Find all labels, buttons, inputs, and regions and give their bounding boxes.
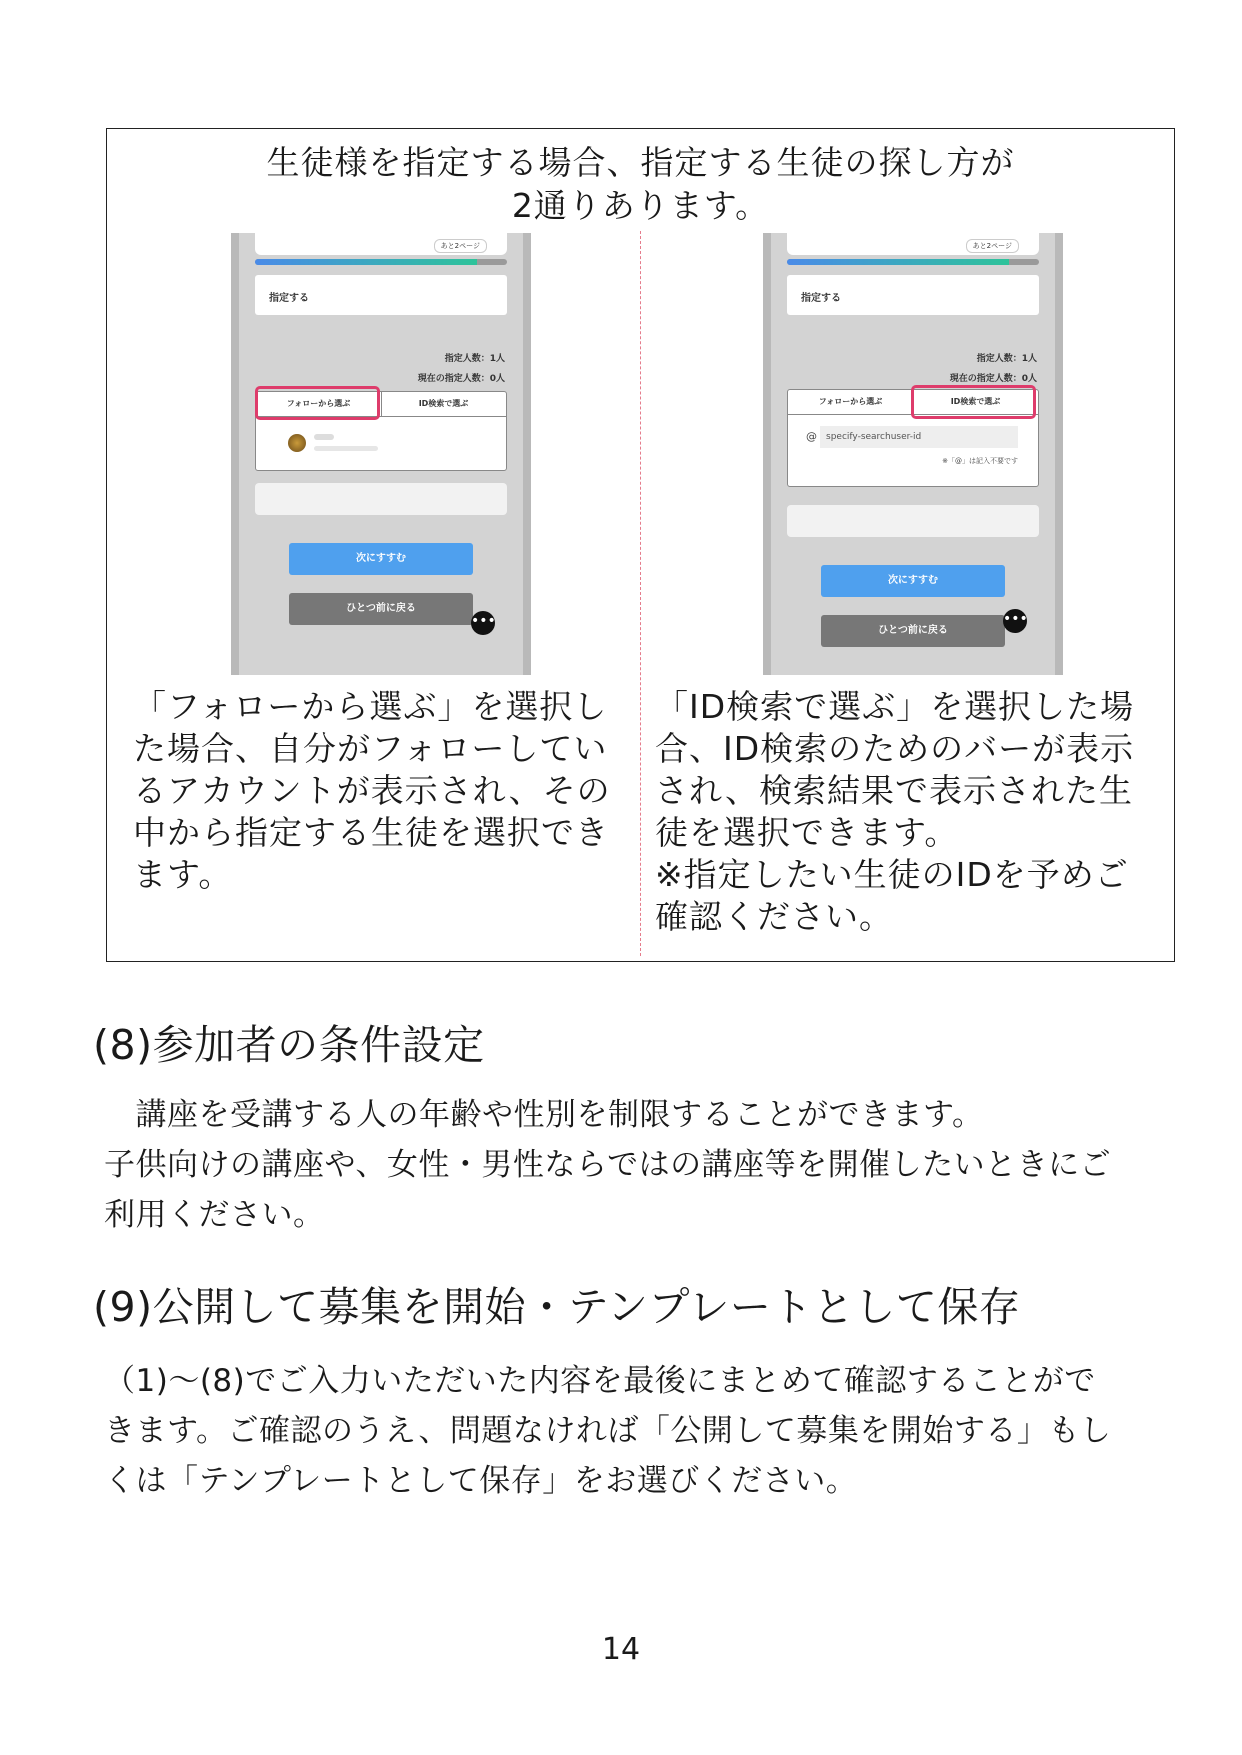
- left-desc-line: るアカウントが表示され、その: [133, 771, 611, 810]
- menu-dots-icon[interactable]: •••: [471, 611, 495, 635]
- next-button[interactable]: 次にすすむ: [821, 565, 1005, 597]
- screenshot-follow: [231, 233, 531, 675]
- menu-dots-icon[interactable]: •••: [1003, 609, 1027, 633]
- section-9-line: きます。ご確認のうえ、問題なければ「公開して募集を開始する」もし: [104, 1413, 1112, 1449]
- section-9-heading: (9)公開して募集を開始・テンプレートとして保存: [93, 1283, 1021, 1331]
- screen-bg: [239, 233, 523, 675]
- left-desc-line: た場合、自分がフォローしてい: [133, 729, 608, 768]
- right-desc-line: 確認ください。: [655, 897, 893, 936]
- follower-id-blur: [314, 446, 378, 451]
- screen-bg: [771, 233, 1055, 675]
- right-desc-line: 徒を選択できます。: [655, 813, 959, 852]
- tab-id-search[interactable]: ID検索で選ぶ: [913, 390, 1038, 415]
- designated-count: 指定人数：1人: [444, 354, 505, 364]
- designate-card-title: 指定する: [269, 293, 309, 304]
- progress-fill: [787, 259, 1009, 265]
- section-9-body: [104, 1356, 1184, 1506]
- left-description: [133, 686, 638, 896]
- left-desc-line: 「フォローから選ぶ」を選択し: [133, 687, 608, 726]
- tab-follow[interactable]: フォローから選ぶ: [788, 390, 914, 415]
- remaining-pages-pill: あと2ページ: [966, 239, 1019, 253]
- search-input[interactable]: specify-searchuser-id: [820, 426, 1018, 448]
- screenshot-id-search: [763, 233, 1063, 675]
- left-desc-line: ます。: [133, 855, 233, 894]
- progress-fill: [255, 259, 477, 265]
- designate-card: [255, 275, 507, 315]
- box-title-line-2: 2通りあります。: [511, 186, 770, 225]
- back-button[interactable]: ひとつ前に戻る: [289, 593, 473, 625]
- box-title: [107, 141, 1174, 227]
- right-desc-line: ※指定したい生徒のIDを予めご: [655, 855, 1129, 894]
- search-note: ※「@」は記入不要です: [942, 457, 1018, 465]
- empty-field: [255, 483, 507, 515]
- follower-name-blur: [314, 434, 334, 440]
- section-8-line: 子供向けの講座や、女性・男性ならではの講座等を開催したいときにご: [104, 1147, 1112, 1183]
- section-8-line: 利用ください。: [104, 1197, 325, 1233]
- section-8-line: 講座を受講する人の年齢や性別を制限することができます。: [104, 1097, 984, 1133]
- left-desc-line: 中から指定する生徒を選択でき: [133, 813, 609, 852]
- next-button[interactable]: 次にすすむ: [289, 543, 473, 575]
- back-button[interactable]: ひとつ前に戻る: [821, 615, 1005, 647]
- right-desc-line: 合、ID検索のためのバーが表示: [655, 729, 1135, 768]
- designate-card-title: 指定する: [801, 293, 841, 304]
- current-count: 現在の指定人数：0人: [417, 374, 505, 384]
- screen-header: [787, 233, 1039, 255]
- remaining-pages-pill: あと2ページ: [434, 239, 487, 253]
- page-number: 14: [601, 1632, 641, 1667]
- tab-id-search[interactable]: ID検索で選ぶ: [381, 392, 506, 417]
- section-9-line: くは「テンプレートとして保存」をお選びください。: [104, 1463, 858, 1499]
- section-9-line: （1)～(8)でご入力いただいた内容を最後にまとめて確認することがで: [104, 1363, 1096, 1399]
- dashed-divider: [640, 231, 641, 956]
- box-title-line-1: 生徒様を指定する場合、指定する生徒の探し方が: [266, 143, 1015, 182]
- at-icon: @: [806, 430, 817, 443]
- highlight-id-tab: [911, 385, 1036, 419]
- right-desc-line: 「ID検索で選ぶ」を選択した場: [655, 687, 1135, 726]
- progress-bar: [787, 259, 1039, 265]
- section-8-body: [104, 1090, 1184, 1240]
- designated-count: 指定人数：1人: [976, 354, 1037, 364]
- avatar: [288, 434, 306, 452]
- designate-card: [787, 275, 1039, 315]
- tab-follow[interactable]: フォローから選ぶ: [256, 392, 382, 417]
- info-box: [106, 128, 1175, 962]
- empty-field: [787, 505, 1039, 537]
- progress-bar: [255, 259, 507, 265]
- highlight-follow-tab: [255, 386, 380, 420]
- right-description: [655, 686, 1170, 938]
- screen-header: [255, 233, 507, 255]
- section-8-heading: (8)参加者の条件設定: [93, 1021, 485, 1069]
- right-desc-line: され、検索結果で表示された生: [655, 771, 1133, 810]
- current-count: 現在の指定人数：0人: [949, 374, 1037, 384]
